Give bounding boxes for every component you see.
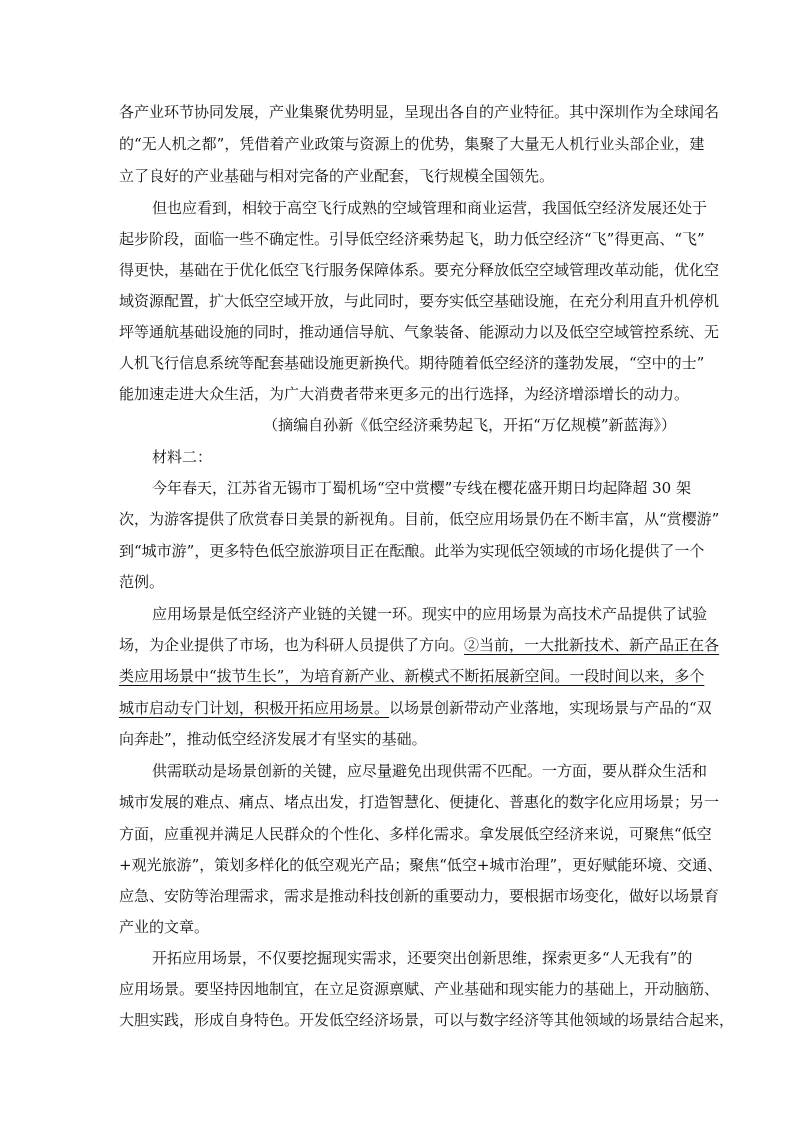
underlined-sentence-2: ②当前，一大批新技术、新产品正在各 xyxy=(464,636,720,654)
text-line xyxy=(119,692,712,724)
text-line: 能加速走进大众生活，为广大消费者带来更多元的出行选择，为经济增添增长的动力。 xyxy=(119,385,690,403)
text-line: 人机飞行信息系统等配套基础设施更新换代。期待随着低空经济的蓬勃发展，“空中的士” xyxy=(119,354,705,372)
section-heading: 材料二： xyxy=(152,448,213,466)
underlined-line: 类应用场景中“拔节生长”，为培育新产业、新模式不断拓展新空间。一段时间以来，多个 xyxy=(119,667,705,685)
text-line: 的“无人机之都”，凭借着产业政策与资源上的优势，集聚了大量无人机行业头部企业，建 xyxy=(119,135,705,153)
text-line: 次，为游客提供了欣赏春日美景的新视角。目前，低空应用场景仍在不断丰富，从“赏樱游” xyxy=(119,510,720,528)
text-segment: 以场景创新带动产业落地，实现场景与产品的“双 xyxy=(389,699,712,717)
text-line: 起步阶段，面临一些不确定性。引导低空经济乘势起飞，助力低空经济“飞”得更高、“飞” xyxy=(119,230,705,248)
text-line: 城市发展的难点、痛点、堵点出发，打造智慧化、便捷化、普惠化的数字化应用场景；另一 xyxy=(119,793,720,811)
text-line: 立了良好的产业基础与相对完备的产业配套，飞行规模全国领先。 xyxy=(119,167,555,185)
text-line: 向奔赴”，推动低空经济发展才有坚实的基础。 xyxy=(119,730,427,748)
text-line: 得更快，基础在于优化低空飞行服务保障体系。要充分释放低空空域管理改革动能，优化空 xyxy=(119,261,720,279)
text-line: 各产业环节协同发展，产业集聚优势明显，呈现出各自的产业特征。其中深圳作为全球闻名 xyxy=(119,103,720,121)
text-segment: 场，为企业提供了市场，也为科研人员提供了方向。 xyxy=(119,636,465,654)
text-line: 坪等通航基础设施的同时，推动通信导航、气象装备、能源动力以及低空空域管控系统、无 xyxy=(119,323,720,341)
text-line: +观光旅游”，策划多样化的低空观光产品；聚焦“低空+城市治理”，更好赋能环境、交通、 xyxy=(119,856,723,874)
text-line: 大胆实践，形成自身特色。开发低空经济场景，可以与数字经济等其他领域的场景结合起来， xyxy=(119,1011,735,1029)
text-line: 产业的文章。 xyxy=(119,918,210,936)
paragraph-first-line: 今年春天，江苏省无锡市丁蜀机场“空中赏樱”专线在樱花盛开期日均起降超 30 架 xyxy=(152,479,691,497)
paragraph-first-line: 应用场景是低空经济产业链的关键一环。现实中的应用场景为高技术产品提供了试验 xyxy=(152,605,708,623)
text-line xyxy=(119,629,720,661)
paragraph-first-line: 供需联动是场景创新的关键，应尽量避免出现供需不匹配。一方面，要从群众生活和 xyxy=(152,762,708,780)
text-line: 方面，应重视并满足人民群众的个性化、多样化需求。拿发展低空经济来说，可聚焦“低空 xyxy=(119,825,712,843)
text-line: 域资源配置，扩大低空空域开放，与此同时，要夯实低空基础设施，在充分利用直升机停机 xyxy=(119,292,720,310)
text-line: 应用场景。要坚持因地制宜，在立足资源禀赋、产业基础和现实能力的基础上，开动脑筋、 xyxy=(119,980,720,998)
text-line: 应急、安防等治理需求，需求是推动科技创新的重要动力，要根据市场变化，做好以场景育 xyxy=(119,887,720,905)
text-line: 到“城市游”，更多特色低空旅游项目正在酝酿。此举为实现低空领域的市场化提供了一个 xyxy=(119,542,705,560)
source-citation: （摘编自孙新《低空经济乘势起飞，开拓“万亿规模”新蓝海》） xyxy=(263,416,676,434)
text-line: 范例。 xyxy=(119,573,165,591)
paragraph-first-line: 但也应看到，相较于高空飞行成熟的空域管理和商业运营，我国低空经济发展还处于 xyxy=(152,199,708,217)
paragraph-first-line: 开拓应用场景，不仅要挖掘现实需求，还要突出创新思维，探索更多“人无我有”的 xyxy=(152,949,693,967)
underlined-sentence-2-end: 城市启动专门计划，积极开拓应用场景。 xyxy=(119,699,390,717)
